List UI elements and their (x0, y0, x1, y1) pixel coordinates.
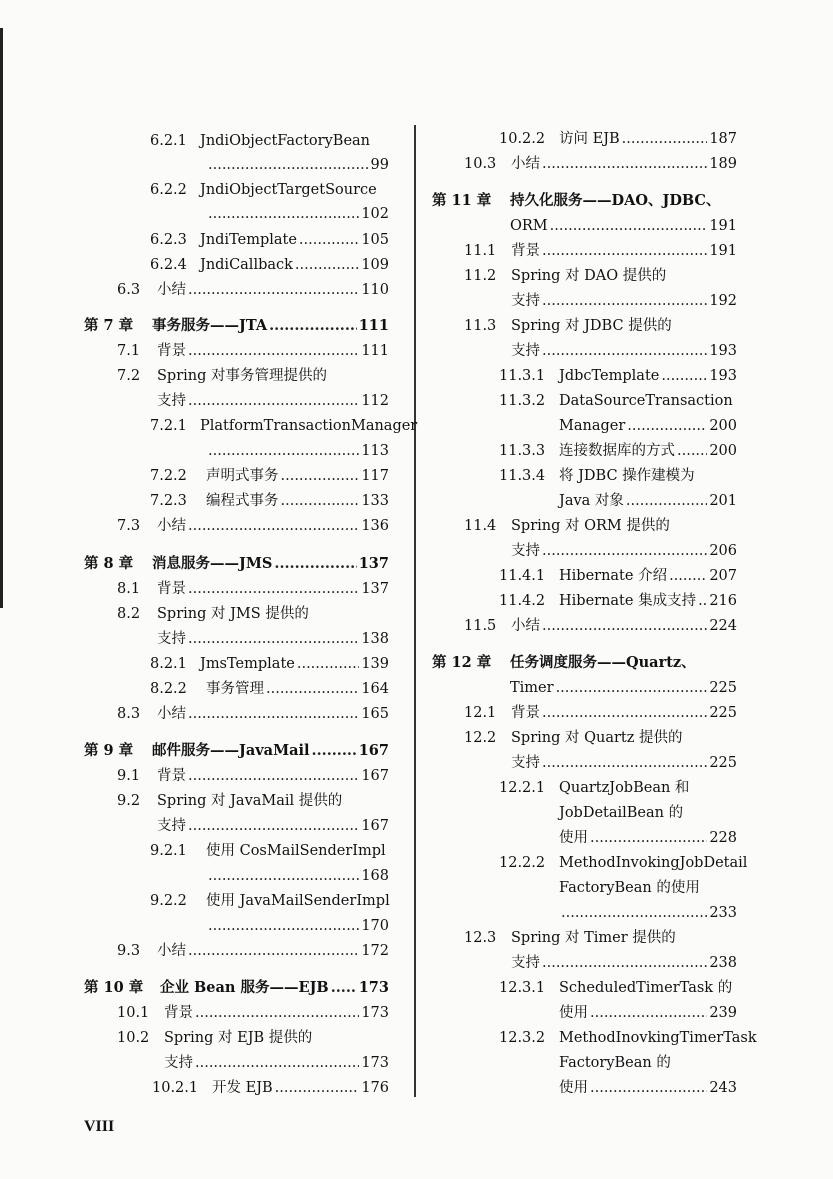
entry-title: MethodInovkingTimerTask (559, 1030, 757, 1046)
entry-number: 6.3 (117, 282, 141, 298)
toc-entry (559, 876, 700, 900)
entry-title: 开发 EJB (212, 1080, 273, 1096)
entry-title: Spring 对 JavaMail 提供的 (157, 793, 343, 809)
leader-dots (622, 127, 708, 151)
toc-entry (117, 939, 389, 963)
toc-entry (157, 389, 389, 413)
toc-entry (559, 414, 737, 438)
leader-dots (331, 976, 357, 1000)
leader-dots (542, 751, 707, 775)
entry-number: 11.3.1 (499, 368, 546, 384)
leader-dots (274, 552, 356, 576)
leader-dots (669, 564, 707, 588)
entry-title: 将 JDBC 操作建模为 (559, 468, 695, 484)
entry-title: Hibernate 介绍 (559, 568, 668, 584)
toc-entry (464, 152, 737, 176)
entry-number: 6.2.1 (150, 133, 187, 149)
entry-title: FactoryBean 的使用 (559, 880, 700, 896)
leader-dots (556, 676, 708, 700)
entry-number: 8.1 (117, 581, 141, 597)
entry-number: 9.2.1 (150, 843, 187, 859)
leader-dots (542, 614, 707, 638)
entry-title: Spring 对事务管理提供的 (157, 368, 328, 384)
leader-dots (195, 1001, 359, 1025)
leader-dots (295, 253, 359, 277)
leader-dots (281, 489, 360, 513)
toc-entry (117, 702, 389, 726)
toc-entry (117, 514, 389, 538)
entry-page-number: 239 (709, 1005, 737, 1021)
entry-page-number: 191 (709, 218, 737, 234)
entry-title: 支持 (164, 1055, 193, 1071)
entry-title: 背景 (157, 343, 186, 359)
entry-page-number: 173 (358, 979, 389, 996)
entry-title: JndiObjectFactoryBean (200, 133, 371, 149)
toc-entry (559, 801, 683, 825)
entry-number: 7.1 (117, 343, 141, 359)
entry-page-number: 192 (709, 293, 737, 309)
toc-entry (150, 414, 417, 438)
entry-page-number: 228 (709, 830, 737, 846)
entry-title: 支持 (511, 343, 540, 359)
toc-entry (511, 951, 737, 975)
toc-entry (559, 1076, 737, 1100)
leader-dots (542, 339, 707, 363)
toc-entry (432, 189, 720, 213)
leader-dots (542, 539, 707, 563)
entry-page-number: 225 (709, 755, 737, 771)
toc-entry (150, 228, 389, 252)
entry-page-number: 137 (361, 581, 389, 597)
toc-entry (206, 864, 389, 888)
entry-number: 11.4.2 (499, 593, 546, 609)
entry-title: 任务调度服务——Quartz、 (510, 654, 696, 671)
leader-dots (188, 514, 359, 538)
entry-page-number: 243 (709, 1080, 737, 1096)
entry-number: 12.1 (464, 705, 497, 721)
entry-title: 使用 (559, 1080, 588, 1096)
entry-page-number: 99 (370, 157, 389, 173)
entry-title: 邮件服务——JavaMail (152, 742, 310, 759)
entry-title: 背景 (164, 1005, 193, 1021)
entry-title: 支持 (157, 393, 186, 409)
entry-number: 7.2.2 (150, 468, 187, 484)
entry-title: DataSourceTransaction (559, 393, 733, 409)
entry-number: 9.2.2 (150, 893, 187, 909)
toc-entry (117, 577, 389, 601)
entry-page-number: 102 (361, 206, 389, 222)
entry-page-number: 133 (361, 493, 389, 509)
page-number: VIII (84, 1118, 115, 1135)
toc-entry (499, 364, 737, 388)
entry-number: 12.2.2 (499, 855, 546, 871)
entry-number: 9.1 (117, 768, 141, 784)
entry-title: 支持 (157, 631, 186, 647)
toc-entry (464, 264, 666, 288)
entry-title: JdbcTemplate (559, 368, 660, 384)
entry-title: JmsTemplate (200, 656, 295, 672)
entry-number: 7.3 (117, 518, 141, 534)
entry-page-number: 139 (361, 656, 389, 672)
leader-dots (627, 414, 707, 438)
entry-title: Spring 对 ORM 提供的 (511, 518, 670, 534)
entry-number: 11.5 (464, 618, 497, 634)
toc-entry (157, 627, 389, 651)
entry-title: 访问 EJB (559, 131, 620, 147)
entry-page-number: 111 (361, 343, 389, 359)
toc-entry (206, 439, 389, 463)
entry-page-number: 170 (361, 918, 389, 934)
entry-title: Spring 对 JMS 提供的 (157, 606, 309, 622)
entry-page-number: 233 (709, 905, 737, 921)
leader-dots (188, 814, 359, 838)
toc-entry (499, 851, 747, 875)
entry-title: JobDetailBean 的 (559, 805, 684, 821)
toc-entry (150, 489, 389, 513)
toc-entry (117, 789, 342, 813)
entry-number: 12.2 (464, 730, 497, 746)
toc-entry (84, 739, 389, 763)
entry-title: 小结 (157, 518, 186, 534)
leader-dots (312, 739, 357, 763)
entry-number: 6.2.2 (150, 182, 187, 198)
entry-page-number: 117 (361, 468, 389, 484)
entry-title: 企业 Bean 服务——EJB (160, 979, 329, 996)
entry-title: 支持 (511, 543, 540, 559)
toc-entry (117, 764, 389, 788)
entry-title: 使用 (559, 1005, 588, 1021)
entry-number: 9.2 (117, 793, 141, 809)
leader-dots (195, 1051, 359, 1075)
leader-dots (661, 364, 707, 388)
entry-title: Java 对象 (559, 493, 624, 509)
leader-dots (208, 864, 359, 888)
entry-title: 背景 (511, 705, 540, 721)
entry-page-number: 167 (361, 818, 389, 834)
toc-entry (150, 178, 377, 202)
toc-entry (499, 976, 732, 1000)
leader-dots (677, 439, 707, 463)
leader-dots (269, 314, 357, 338)
entry-title: Manager (559, 418, 626, 434)
toc-entry (511, 751, 737, 775)
leader-dots (208, 439, 359, 463)
entry-number: 11.2 (464, 268, 497, 284)
toc-entry (84, 976, 389, 1000)
entry-title: 使用 JavaMailSenderImpl (206, 893, 390, 909)
entry-number: 12.3.1 (499, 980, 546, 996)
entry-title: 支持 (511, 955, 540, 971)
entry-number: 12.3 (464, 930, 497, 946)
leader-dots (297, 652, 359, 676)
toc-entry (150, 652, 389, 676)
entry-page-number: 216 (709, 593, 737, 609)
entry-title: 小结 (511, 156, 540, 172)
entry-page-number: 173 (361, 1005, 389, 1021)
toc-entry (117, 602, 309, 626)
entry-title: 支持 (511, 755, 540, 771)
entry-page-number: 173 (361, 1055, 389, 1071)
entry-title: 小结 (157, 282, 186, 298)
entry-title: Timer (510, 680, 554, 696)
entry-title: ScheduledTimerTask 的 (559, 980, 733, 996)
entry-page-number: 167 (358, 742, 389, 759)
toc-entry (164, 1051, 389, 1075)
leader-dots (188, 339, 359, 363)
entry-title: Spring 对 Timer 提供的 (511, 930, 676, 946)
toc-entry (150, 129, 370, 153)
leader-dots (299, 228, 359, 252)
leader-dots (188, 278, 359, 302)
toc-entry (464, 614, 737, 638)
toc-entry (464, 239, 737, 263)
toc-entry (84, 314, 389, 338)
entry-page-number: 165 (361, 706, 389, 722)
entry-title: JndiCallback (200, 257, 293, 273)
toc-entry (499, 589, 737, 613)
entry-number: 10.3 (464, 156, 497, 172)
entry-page-number: 111 (358, 317, 389, 334)
toc-entry (510, 214, 737, 238)
entry-title: Spring 对 Quartz 提供的 (511, 730, 683, 746)
toc-entry (464, 926, 676, 950)
entry-page-number: 167 (361, 768, 389, 784)
toc-entry (464, 514, 670, 538)
leader-dots (550, 214, 708, 238)
entry-number: 10.2.2 (499, 131, 546, 147)
entry-page-number: 224 (709, 618, 737, 634)
toc-entry (499, 127, 737, 151)
scan-edge (0, 28, 3, 608)
entry-number: 10.1 (117, 1005, 150, 1021)
toc-entry (117, 1001, 389, 1025)
entry-title: Spring 对 EJB 提供的 (164, 1030, 313, 1046)
entry-number: 11.4 (464, 518, 497, 534)
toc-entry (150, 839, 386, 863)
toc-entry (206, 153, 389, 177)
entry-number: 8.2.1 (150, 656, 187, 672)
toc-entry (511, 339, 737, 363)
entry-title: MethodInvokingJobDetail (559, 855, 748, 871)
toc-entry (511, 539, 737, 563)
leader-dots (208, 153, 369, 177)
toc-entry (499, 439, 737, 463)
entry-page-number: 112 (361, 393, 389, 409)
entry-page-number: 172 (361, 943, 389, 959)
leader-dots (188, 702, 359, 726)
entry-title: 背景 (157, 581, 186, 597)
toc-entry (150, 889, 390, 913)
toc-entry (206, 914, 389, 938)
entry-number: 11.3.3 (499, 443, 546, 459)
toc-entry (117, 1026, 312, 1050)
toc-entry (117, 364, 327, 388)
entry-number: 6.2.3 (150, 232, 187, 248)
entry-page-number: 225 (709, 705, 737, 721)
entry-number: 11.4.1 (499, 568, 546, 584)
entry-title: Spring 对 DAO 提供的 (511, 268, 667, 284)
entry-page-number: 137 (358, 555, 389, 572)
entry-number: 第 11 章 (432, 192, 492, 209)
leader-dots (208, 914, 359, 938)
entry-number: 第 12 章 (432, 654, 492, 671)
leader-dots (266, 677, 359, 701)
toc-entry (84, 552, 389, 576)
entry-title: Hibernate 集成支持 (559, 593, 697, 609)
entry-page-number: 193 (709, 368, 737, 384)
entry-page-number: 200 (709, 418, 737, 434)
entry-page-number: 201 (709, 493, 737, 509)
entry-page-number: 168 (361, 868, 389, 884)
entry-title: 连接数据库的方式 (559, 443, 675, 459)
entry-page-number: 136 (361, 518, 389, 534)
entry-page-number: 187 (709, 131, 737, 147)
entry-number: 12.3.2 (499, 1030, 546, 1046)
entry-number: 8.2.2 (150, 681, 187, 697)
leader-dots (542, 701, 707, 725)
entry-page-number: 200 (709, 443, 737, 459)
entry-title: 小结 (157, 943, 186, 959)
entry-title: 消息服务——JMS (152, 555, 273, 572)
entry-title: 事务服务——JTA (152, 317, 268, 334)
entry-title: JndiObjectTargetSource (200, 182, 377, 198)
entry-number: 8.2 (117, 606, 141, 622)
entry-number: 7.2.3 (150, 493, 187, 509)
leader-dots (698, 589, 707, 613)
leader-dots (626, 489, 707, 513)
leader-dots (542, 152, 707, 176)
toc-entry (464, 726, 683, 750)
entry-title: FactoryBean 的 (559, 1055, 671, 1071)
toc-entry (559, 901, 737, 925)
entry-number: 10.2 (117, 1030, 150, 1046)
leader-dots (188, 939, 359, 963)
entry-page-number: 105 (361, 232, 389, 248)
entry-title: 背景 (157, 768, 186, 784)
leader-dots (590, 1001, 707, 1025)
toc-entry (499, 1026, 757, 1050)
toc-entry (150, 253, 389, 277)
leader-dots (188, 627, 359, 651)
entry-page-number: 138 (361, 631, 389, 647)
entry-title: 持久化服务——DAO、JDBC、 (510, 192, 721, 209)
toc-entry (464, 314, 672, 338)
toc-entry (559, 489, 737, 513)
leader-dots (188, 764, 359, 788)
leader-dots (275, 1076, 360, 1100)
entry-number: 6.2.4 (150, 257, 187, 273)
entry-number: 11.3 (464, 318, 497, 334)
entry-title: Spring 对 JDBC 提供的 (511, 318, 672, 334)
toc-entry (511, 289, 737, 313)
entry-title: 小结 (157, 706, 186, 722)
leader-dots (542, 951, 707, 975)
entry-title: QuartzJobBean 和 (559, 780, 690, 796)
entry-number: 9.3 (117, 943, 141, 959)
toc-entry (432, 651, 696, 675)
entry-number: 11.3.2 (499, 393, 546, 409)
entry-page-number: 109 (361, 257, 389, 273)
entry-number: 第 7 章 (84, 317, 134, 334)
leader-dots (542, 289, 707, 313)
leader-dots (208, 202, 359, 226)
entry-title: 使用 (559, 830, 588, 846)
entry-title: 背景 (511, 243, 540, 259)
leader-dots (542, 239, 707, 263)
entry-page-number: 110 (361, 282, 389, 298)
entry-page-number: 189 (709, 156, 737, 172)
entry-page-number: 207 (709, 568, 737, 584)
toc-entry (499, 776, 689, 800)
toc-entry (117, 278, 389, 302)
entry-number: 第 9 章 (84, 742, 134, 759)
entry-number: 11.1 (464, 243, 497, 259)
toc-entry (117, 339, 389, 363)
entry-number: 7.2 (117, 368, 141, 384)
toc-entry (152, 1076, 389, 1100)
entry-page-number: 193 (709, 343, 737, 359)
toc-entry (464, 701, 737, 725)
entry-number: 第 8 章 (84, 555, 134, 572)
entry-title: 支持 (511, 293, 540, 309)
entry-page-number: 113 (361, 443, 389, 459)
toc-entry (499, 464, 695, 488)
entry-title: ORM (510, 218, 548, 234)
entry-title: JndiTemplate (200, 232, 297, 248)
toc-entry (206, 202, 389, 226)
entry-number: 10.2.1 (152, 1080, 199, 1096)
toc-entry (559, 1051, 671, 1075)
entry-number: 8.3 (117, 706, 141, 722)
toc-entry (510, 676, 737, 700)
entry-number: 12.2.1 (499, 780, 546, 796)
leader-dots (281, 464, 360, 488)
entry-title: PlatformTransactionManager (200, 418, 418, 434)
toc-entry (499, 564, 737, 588)
entry-number: 第 10 章 (84, 979, 144, 996)
toc-entry (150, 464, 389, 488)
leader-dots (188, 389, 359, 413)
entry-page-number: 238 (709, 955, 737, 971)
leader-dots (561, 901, 707, 925)
entry-title: 小结 (511, 618, 540, 634)
entry-number: 7.2.1 (150, 418, 187, 434)
entry-page-number: 164 (361, 681, 389, 697)
entry-page-number: 206 (709, 543, 737, 559)
leader-dots (590, 1076, 707, 1100)
entry-title: 声明式事务 (206, 468, 279, 484)
leader-dots (590, 826, 707, 850)
entry-title: 事务管理 (206, 681, 264, 697)
entry-title: 使用 CosMailSenderImpl (206, 843, 386, 859)
toc-entry (559, 1001, 737, 1025)
column-divider (414, 125, 416, 1097)
entry-page-number: 176 (361, 1080, 389, 1096)
entry-page-number: 225 (709, 680, 737, 696)
leader-dots (188, 577, 359, 601)
entry-number: 11.3.4 (499, 468, 546, 484)
toc-entry (559, 826, 737, 850)
entry-page-number: 191 (709, 243, 737, 259)
toc-entry (157, 814, 389, 838)
entry-title: 编程式事务 (206, 493, 279, 509)
toc-entry (150, 677, 389, 701)
entry-title: 支持 (157, 818, 186, 834)
toc-entry (499, 389, 733, 413)
